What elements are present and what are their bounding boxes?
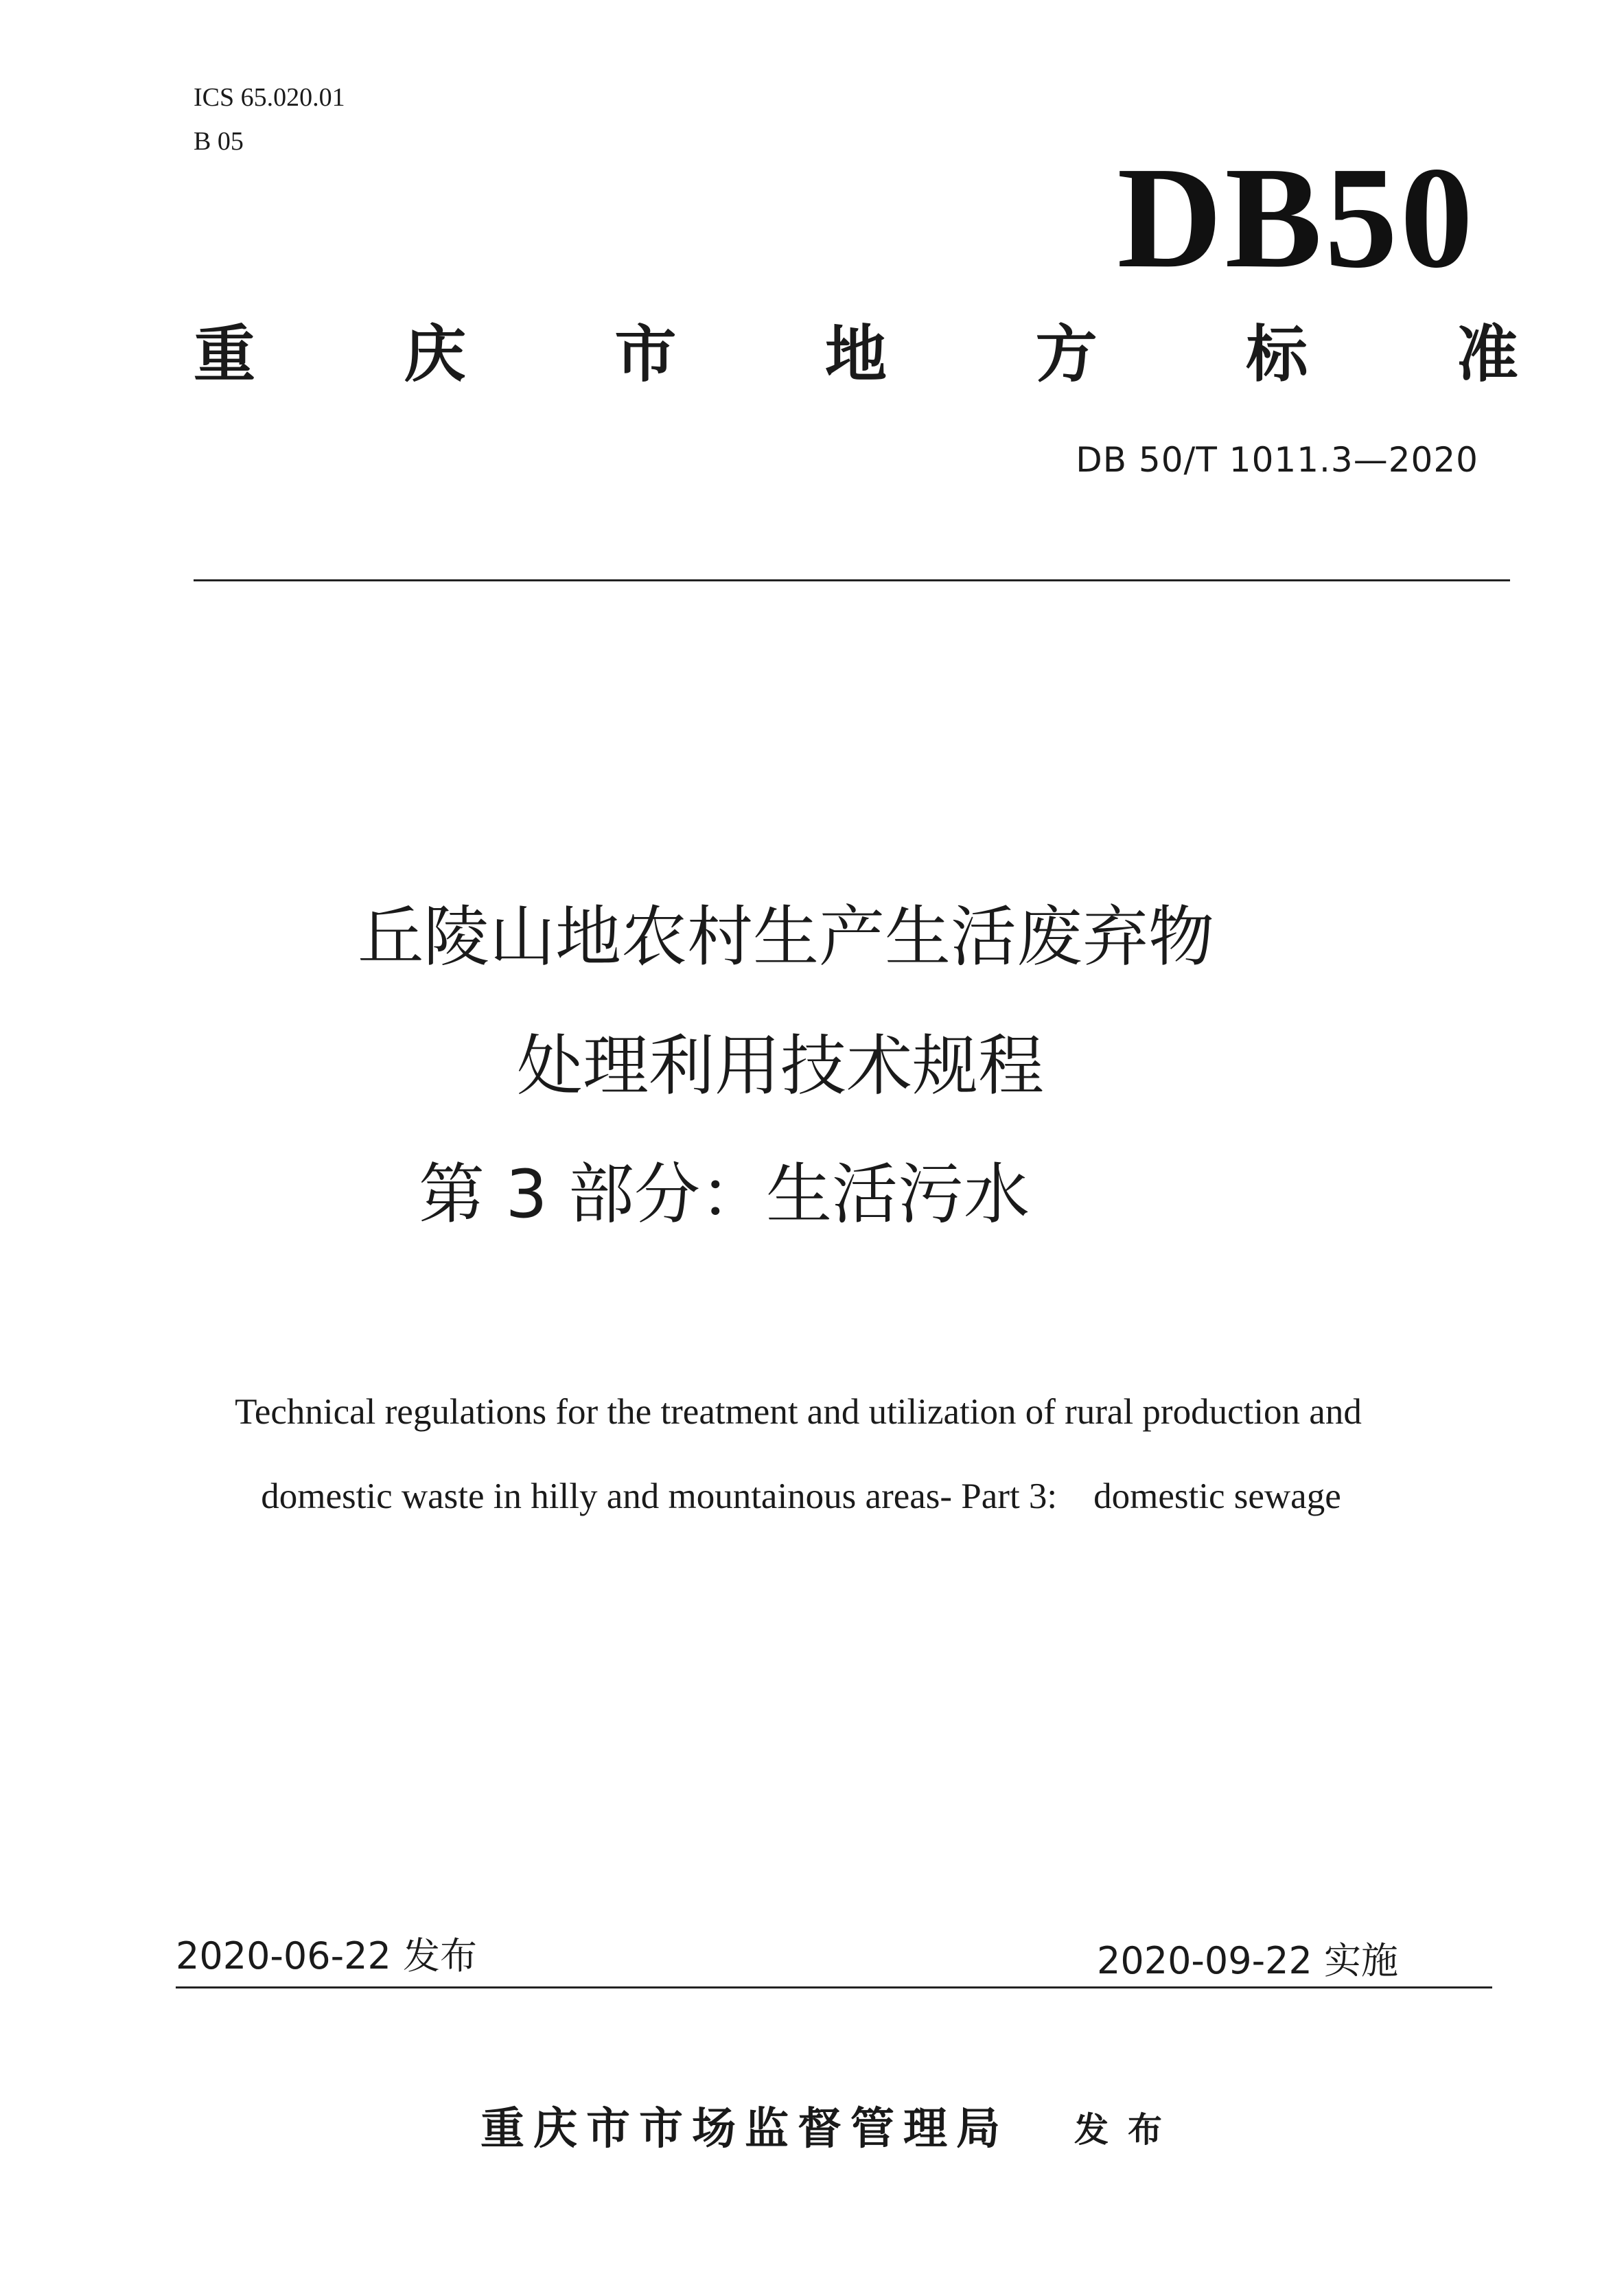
publisher-name: 重庆市市场监督管理局	[480, 2104, 1009, 2155]
standard-type-char: 重	[194, 318, 255, 391]
top-divider	[194, 579, 1510, 581]
standard-type-char: 市	[614, 318, 677, 391]
issue-date: 2020-06-22 发布	[176, 1934, 477, 1978]
ics-code: ICS 65.020.01	[194, 83, 345, 112]
implementation-date: 2020-09-22 实施	[1097, 1939, 1398, 1982]
title-cn-line-2: 处理利用技术规程	[517, 1028, 1044, 1104]
standard-type-char: 方	[1035, 318, 1098, 391]
db-logo: DB50	[1117, 137, 1476, 298]
title-en-line-2: domestic waste in hilly and mountainous areas- Part 3: domestic sewage	[261, 1476, 1341, 1516]
standard-type-char: 准	[1456, 318, 1518, 391]
standard-type-char: 标	[1246, 318, 1308, 391]
bottom-divider	[176, 1986, 1492, 1988]
standard-type-char: 地	[824, 318, 887, 391]
standard-number: DB 50/T 1011.3—2020	[1076, 440, 1478, 480]
title-cn-line-1: 丘陵山地农村生产生活废弃物	[358, 898, 1214, 975]
standard-type-char: 庆	[404, 318, 466, 391]
title-cn-line-3: 第 3 部分：生活污水	[418, 1156, 1030, 1233]
ccs-code: B 05	[194, 127, 244, 156]
standard-type	[194, 317, 1518, 393]
publisher-suffix: 发布	[1074, 2110, 1181, 2150]
title-en-line-1: Technical regulations for the treatment and utilization of rural production and	[235, 1392, 1362, 1432]
